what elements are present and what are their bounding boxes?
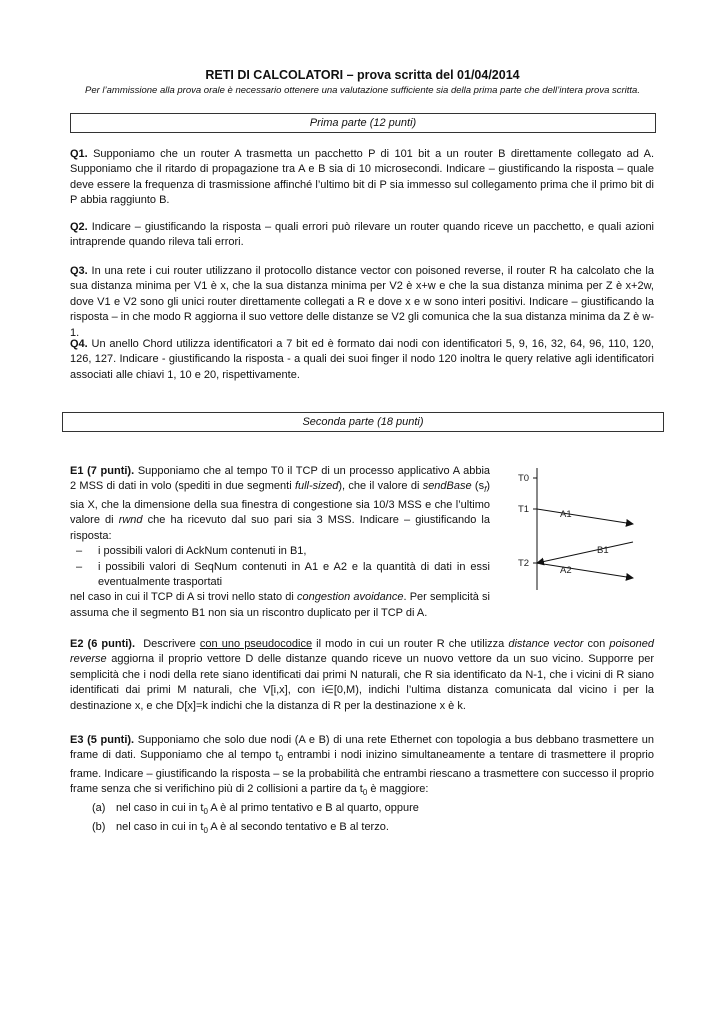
part2-heading: Seconda parte (18 punti) [302, 416, 424, 428]
question-q1 [70, 147, 654, 209]
e1-text-fullsized: full-sized [294, 480, 339, 493]
e3-option-a-text-1: nel caso in cui in t [116, 802, 204, 814]
q4-text: Un anello Chord utilizza identificatori a 7 bit ed è formato dai nodi con identificatori 5, 9, 16, 32, 64, 96, 110, 120, 126, 127. Indicare - giustificando la risposta - a quali dei suoi finger il nodo 120 inoltra le query relative agli identificatori associati alle chiavi 1, 10 e 20, rispettivamente. [70, 338, 654, 381]
e1-text-8: che ha ricevuto dal suo pari sia 3 MSS. Indicare – giustificando la risposta: [70, 514, 490, 542]
q3-label: Q3. [70, 265, 88, 277]
e2-text-1: Descrivere [143, 638, 200, 650]
e3-text-3: è maggiore: [367, 783, 429, 796]
e2-text-7: aggiorna il proprio vettore D delle distanze quando riceve un nuovo vettore da un suo vicino. Supporre per semplicità che i nodi della rete siano identificati dai primi N naturali, che R sia identificato da N-1, che i vicini di R siano identificati dai primi M naturali, che V[i,x], con i∈[0,M), indichi l’ultima distanza comunicata dal vicino i per la destinazione x, e che D[x]=k indichi che la distanza di R per la destinazione x è k. [70, 653, 654, 712]
e1-text-sub-f: f [484, 485, 487, 495]
e3-option-b-text-1: nel caso in cui in t [116, 820, 204, 833]
part1-heading-box [70, 113, 656, 133]
e1-bullet-acknum: – i possibili valori di AckNum contenuti in B1, [70, 544, 490, 559]
e3-option-a-text-2: A è al primo tentativo e B al quarto, oppure [207, 802, 419, 814]
e1-text-11: . Per semplicità si assuma che il segmento B1 non sia un riscontro duplicato per il TCP di A. [70, 591, 490, 619]
e1-text-sendbase: sendBase [422, 480, 472, 493]
q2-text: Indicare – giustificando la risposta – quali errori può rilevare un router quando riceve un pacchetto, e quali azioni intraprende quando rileva tali errori. [70, 221, 655, 249]
label-b1: B1 [597, 545, 609, 556]
exam-subtitle: Per l’ammissione alla prova orale è necessario ottenere una valutazione sufficiente sia della prima parte che dell’intera prova scritta. [85, 85, 640, 96]
part2-heading-box [62, 412, 664, 432]
e1-bullet-list [70, 544, 490, 590]
arrow-a1 [537, 509, 633, 524]
e2-label: E2 (6 punti). [70, 638, 136, 650]
e1-text-3: ), che il valore di [338, 480, 423, 493]
e3-option-b [70, 820, 654, 839]
e1-text-9: nel caso in cui il TCP di A si trovi nello stato di [70, 591, 297, 604]
q1-label: Q1. [70, 148, 88, 160]
label-t2: T2 [518, 558, 530, 569]
exercise-e3 [70, 733, 654, 838]
label-a2: A2 [560, 565, 572, 576]
e3-sub-2: 0 [362, 788, 368, 798]
q1-text: Supponiamo che un router A trasmetta un pacchetto P di 101 bit a un router B direttamente collegato ad A. Supponiamo che il ritardo di propagazione tra A e B sia di 10 microsecondi. Indicare – giustificando la risposta – quale deve essere la frequenza di trasmissione affinché l’ultimo bit di P sia immesso sul collegamento prima che il primo bit di P abbia raggiunto B. [70, 148, 654, 207]
e3-option-b-sub: 0 [203, 825, 208, 835]
e3-option-a-sub: 0 [203, 807, 208, 817]
label-t1: T1 [518, 504, 530, 515]
e2-text-3: il modo in cui un router R che utilizza [312, 638, 509, 650]
part1-heading: Prima parte (12 punti) [309, 117, 417, 129]
label-t0: T0 [518, 473, 530, 484]
e1-text-5: (s [471, 480, 485, 493]
e1-text-1: Supponiamo che al tempo T0 il TCP di un processo applicativo A abbia 2 MSS di dati in volo (spediti in due segmenti [70, 465, 491, 493]
e3-option-a [70, 801, 654, 820]
e1-text-rwnd: rwnd [118, 514, 143, 527]
e1-text-6: ) sia X, che la dimensione della sua finestra di congestione sia 10/3 MSS e che l’ultimo valore di [70, 480, 490, 527]
exercise-e1 [70, 464, 490, 621]
question-q4 [70, 337, 654, 383]
e3-option-b-label: (b) [92, 820, 106, 833]
e3-text-1: Supponiamo che solo due nodi (A e B) di una rete Ethernet con topologia a bus debbano trasmettere un frame di dati. Supponiamo che al tempo t [70, 734, 654, 762]
question-q2 [70, 220, 654, 251]
exam-title: RETI DI CALCOLATORI – prova scritta del 01/04/2014 [205, 68, 520, 82]
arrow-a2 [537, 563, 633, 578]
e1-timing-diagram [505, 462, 655, 592]
e1-text-congestion-avoidance: congestion avoidance [297, 591, 404, 604]
arrow-b1 [537, 542, 633, 563]
e3-sub-1: 0 [278, 754, 284, 764]
e2-text-pseudocode: con uno pseudocodice [199, 638, 313, 650]
e2-text-distance-vector: distance vector [508, 638, 584, 650]
e1-bullet-seqnum: – i possibili valori di SeqNum contenuti in A1 e A2 e la quantità di dati in essi eventualmente trasportati [70, 560, 490, 591]
e3-label: E3 (5 punti). [70, 734, 135, 746]
e1-label: E1 (7 punti). [70, 465, 135, 477]
e3-option-b-text-2: A è al secondo tentativo e B al terzo. [207, 820, 389, 833]
label-a1: A1 [560, 509, 572, 520]
q2-label: Q2. [70, 221, 88, 233]
e3-option-a-label: (a) [92, 802, 106, 814]
question-q3 [70, 264, 654, 341]
e3-text-2: entrambi i nodi inizino simultaneamente a tentare di trasmettere il proprio frame. Indicare – giustificando la risposta – se la probabilità che entrambi riescano a trasmettere con successo il proprio frame senza che si verifichino più di 2 collisioni a partire da t [70, 749, 654, 796]
exercise-e2 [70, 637, 654, 714]
e2-text-5: con [583, 638, 610, 650]
q4-label: Q4. [70, 338, 88, 350]
q3-text: In una rete i cui router utilizzano il protocollo distance vector con poisoned reverse, il router R ha calcolato che la sua distanza minima per V1 è x, che la sua distanza minima per V2 è x+w e che la sua distanza minima per Z è x+2w, dove V1 e V2 sono gli unici router direttamente collegati a R e dove x e w sono interi positivi. Indicare – giustificando la risposta – in che modo R aggiorna il suo vettore delle distanze se V2 gli comunica che la sua distanza minima da Z è w-1. [70, 265, 654, 339]
e2-text-poisoned-reverse: poisoned reverse [70, 638, 654, 666]
